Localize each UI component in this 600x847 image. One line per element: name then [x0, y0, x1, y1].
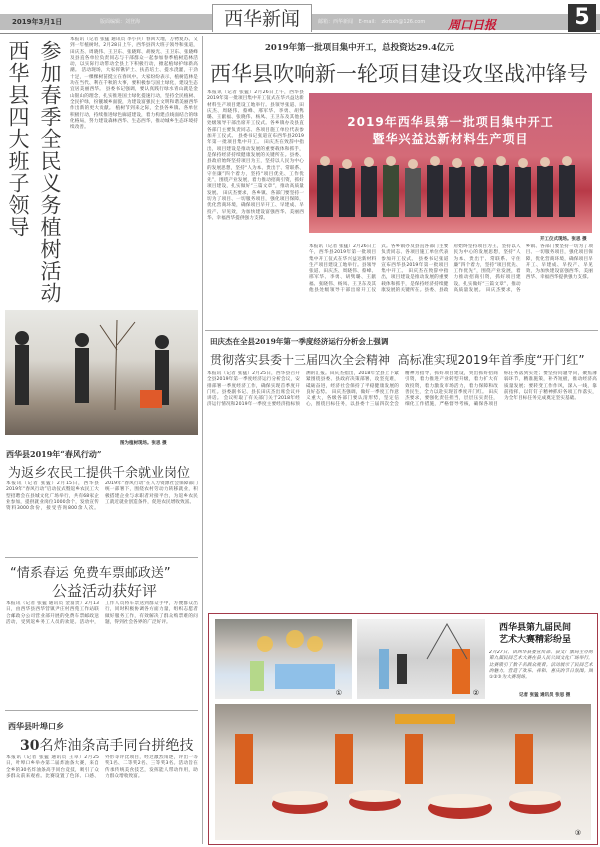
photo-banner-line1: 2019年西华县第一批项目集中开工	[347, 115, 554, 129]
ticket-story-title-line1: “情系春运 免费车票邮政送”	[10, 566, 171, 581]
ticket-story-title-line2: 公益活动获好评	[52, 582, 158, 600]
spring-story-kicker: 西华县2019年“春风行动”	[6, 449, 102, 459]
gallery-credit: 记者 张猛 通讯员 张思 摄	[519, 693, 571, 698]
photo-banner-line2: 暨华兴益达新材料生产项目	[372, 132, 529, 146]
econ-story-kicker: 田庆杰在全县2019年第一季度经济运行分析会上强调	[210, 337, 389, 346]
tree-planting-caption: 图为植树现场。张思 摄	[120, 441, 167, 446]
left-story-body: 本报讯（记者 张猛 通讯员 李小兵）春回大地，万物复苏，又到一年植树时。2月28日上午，西华县四大班子领导和张道，田庆杰、周晓伟、王卫东、张晓辉、胡俊光、王卫东、张晓峰及县直各单位负责同志与干部群众一起参加春季植树造林活动，以实际行动带动全县上下积极行动，掀起植绿护绿新高潮。 活动现场，大家挥锹铲土、扶苗培土、提水浇灌，干劲十足，一棵棵树苗挺立在春风中。大家纷纷表示，植树造林是功在当代、利在千秋的大事，要积极参与国土绿化，建设生态宜居美丽西华。 县委书记强调，要认真践行绿水青山就是金山银山的理念，扎实推进国土绿化提速行动，坚持全民植树、全民护绿，扮靓城乡面貌，为建设富强民主文明和谐美丽西华作出新的更大贡献。 植树节到来之际，全县各乡镇、各单位积极行动，持续推进绿色廊道建设，着力构建点线面结合的绿化格局，努力建设森林西华、生态西华，推动城乡生态环境持续改善。	[70, 37, 198, 131]
youtiao-title-number: 30	[20, 738, 40, 754]
gallery-title-line1: 西华县第九届民间	[499, 623, 572, 633]
page-editor: 版面编辑：刘登海	[100, 19, 141, 25]
issue-date: 2019年3月1日	[12, 18, 63, 26]
lead-story-body: 本报讯（记者 张猛）2月26日上午，西华县2019年第一批项目集中开工仪式在华兴益达新材料生产项目建设工地举行。县领导张道、田庆杰、周晓伟、蔡峰、邢军华、李勇、胡隽璐、王献福、张晓伟、杨凤、王卫东及其他县处级领导干部出席开工仪式。各乡镇办及县直各部门主要负责同志、各项目施工单位代表参加开工仪式。 县委书记张道宣布西华县2019年第一批项目集中开工。 田庆杰在致辞中指出，项目建设是推动发展的重要载体和抓手，是保持经济持续健康发展的关键所在。县委、县政府始终坚持项目为王，坚持以人民为中心的发展思想，坚持“人为本、贵出于、常联系、守住廉”四个着力，坚持“项目优先、工作优先”，围绕产业发展，着力推动招商引资，抓好项目建设，扎实做好“三篇文章”，推动高质量发展。 田庆杰要求，各乡镇、各部门要坚持一切为了项目、一切服务项目，强化项目保障，优化营商环境，确保项目早开工、早建成、早投产、早见效，为加快建设富强西华、美丽西华、幸福西华提供强力支撑。	[207, 90, 304, 221]
lead-story-kicker: 2019年第一批项目集中开工，总投资达29.4亿元	[265, 43, 454, 53]
youtiao-title-text: 名炸油条高手同台拼绝技	[39, 738, 194, 754]
lead-story-title: 西华县吹响新一轮项目建设攻坚战冲锋号	[210, 62, 588, 86]
groundbreaking-photo	[309, 93, 592, 233]
page-number: 5	[568, 4, 596, 32]
econ-title-part2: 高标准实现2019年首季度“开门红”	[397, 353, 585, 367]
photo-marker-2: ②	[472, 689, 479, 697]
lead-story-body-continued: 本报讯（记者 张猛）2月26日上午，西华县2019年第一批项目集中开工仪式在华兴益达新材料生产项目建设工地举行。县领导张道、田庆杰、周晓伟、蔡峰、邢军华、李勇、胡隽璐、王献福、张晓伟、杨凤、王卫东及其他县处级领导干部出席开工仪式。各乡镇办及县直各部门主要负责同志、各项目施工单位代表参加开工仪式。 县委书记张道宣布西华县2019年第一批项目集中开工。 田庆杰在致辞中指出，项目建设是推动发展的重要载体和抓手，是保持经济持续健康发展的关键所在。县委、县政府始终坚持项目为王，坚持以人民为中心的发展思想，坚持“人为本、贵出于、常联系、守住廉”四个着力，坚持“项目优先、工作优先”，围绕产业发展，着力推动招商引资，抓好项目建设，扎实做好“三篇文章”，推动高质量发展。 田庆杰要求，各乡镇、各部门要坚持一切为了项目、一切服务项目，强化项目保障，优化营商环境，确保项目早开工、早建成、早投产、早见效，为加快建设富强西华、美丽西华、幸福西华提供强力支撑。	[309, 244, 593, 294]
divider	[5, 710, 198, 711]
gallery-title-line2: 艺术大赛精彩纷呈	[499, 635, 572, 645]
section-title: 西华新闻	[212, 4, 312, 32]
ticket-story-body: 本报讯（记者 张猛 通讯员 金富贵）2月13日，由西华县西华营镇尹庄村西苑工作站联合邮政分公司营业部开展的免费车票邮政送活动，受到返乡务工人员的欢迎。活动中，工作人员将车票送到群众手中，方便群众出行，同时积极协调各方面力量，组织志愿者做好服务工作，有效解决了群众购票难的问题，得到社会各界的广泛好评。	[6, 601, 198, 625]
youtiao-story-title	[20, 735, 193, 755]
newspaper-logo: 周口日报	[448, 18, 497, 32]
youtiao-story-body: 本报讯（记者 张猛 通讯员 王卓）2月25日，叶埠口乡举办第二届炸油条大赛，来自全乡的30名炸油条高手同台竞技，吸引了众多群众前来观看。比赛设置了色泽、口感、外形等评比项目，经过激烈角逐，评出一等奖1名、二等奖2名、三等奖3名。活动旨在传承传统美食技艺，发挥能人带动作用，助力群众增收致富。	[6, 755, 198, 779]
left-story-title: 参加春季全民义务植树活动	[38, 40, 62, 304]
photo-marker-1: ①	[335, 689, 342, 697]
tree-planting-photo	[5, 310, 198, 435]
spring-story-body: 本报讯（记者 张猛）2月15日，西华县2019年“春风行动”启动仪式暨返乡农民工大型招聘会在县城文化广场举行，共有68家企业参加，提供就业岗位1000余个，发放宣传资料3000余份，接受咨询800余人次。 2019年“春风行动”在人力资源社会保障部门统一部署下，围绕农村劳动力转移就业，积极搭建企业与求职者对接平台，为返乡农民工就近就业创造条件，促进农民增收致富。	[6, 481, 198, 512]
contact-info: 邮箱：西华新闻 E-mail: zkrbxh@126.com	[318, 19, 426, 25]
folk-art-gallery	[208, 613, 598, 845]
header-rule	[0, 33, 600, 34]
gallery-photo-3	[215, 704, 591, 840]
column-divider	[202, 36, 203, 844]
econ-story-title	[210, 351, 585, 368]
groundbreaking-caption: 开工仪式现场。张思 摄	[540, 237, 587, 242]
youtiao-story-kicker: 西华县叶埠口乡	[8, 721, 64, 731]
econ-title-part1: 贯彻落实县委十三届四次全会精神	[210, 353, 391, 367]
econ-story-body: 本报讯（记者 张猛）2月25日，西华县召开全县2019年第一季度经济运行分析会议，安排部署一季度经济工作，确保实现首季度开门红。县委副书记、县长田庆杰出席会议并讲话。 会议听取了有关部门关于2018年经济运行情况和2019年一季度主要经济指标预测的汇报。田庆杰指出，2018年全县上下紧紧围绕县委、县政府决策部署，攻坚克难，砥砺奋进，经济社会保持了平稳健康发展的良好态势。 田庆杰强调，做好一季度工作意义重大，各级各部门要认清形势，坚定信心，围绕目标任务，以县委十三届四次全会精神为指导，抓好项目建设，突出抓好招商引资，着力推进产业转型升级，着力扩大有效投资，着力激发市场活力，着力保障和改善民生，全力以赴实现首季度开门红。 田庆杰要求，要强化责任担当，层层压实责任，细化工作措施，严格督导考核，确保各项目标任务落到实处；要坚持问题导向，聚焦薄弱环节，精准施策，补齐短板，推动经济高质量发展；要转变工作作风，深入一线，靠前指挥，以钉钉子精神抓好各项工作落实，为全年目标任务完成奠定坚实基础。	[207, 371, 597, 408]
gallery-photo-2	[357, 619, 485, 699]
gallery-photo-1	[215, 619, 352, 699]
divider	[5, 557, 198, 558]
left-story-title-secondary: 西华县四大班子领导	[6, 40, 30, 238]
divider	[205, 330, 598, 331]
photo-marker-3: ③	[574, 829, 581, 837]
gallery-text: 2月27日，由西华县委宣传部、县文广旅局主办的第九届民间艺术大赛在县人民公园文化广场举行，比赛吸引了数千名群众观看。活动展示了民间艺术的魅力，营造了欢乐、祥和、喜庆的节日氛围。图①②③为大赛现场。	[489, 650, 593, 681]
spring-story-title: 为返乡农民工提供千余就业岗位	[8, 466, 191, 481]
